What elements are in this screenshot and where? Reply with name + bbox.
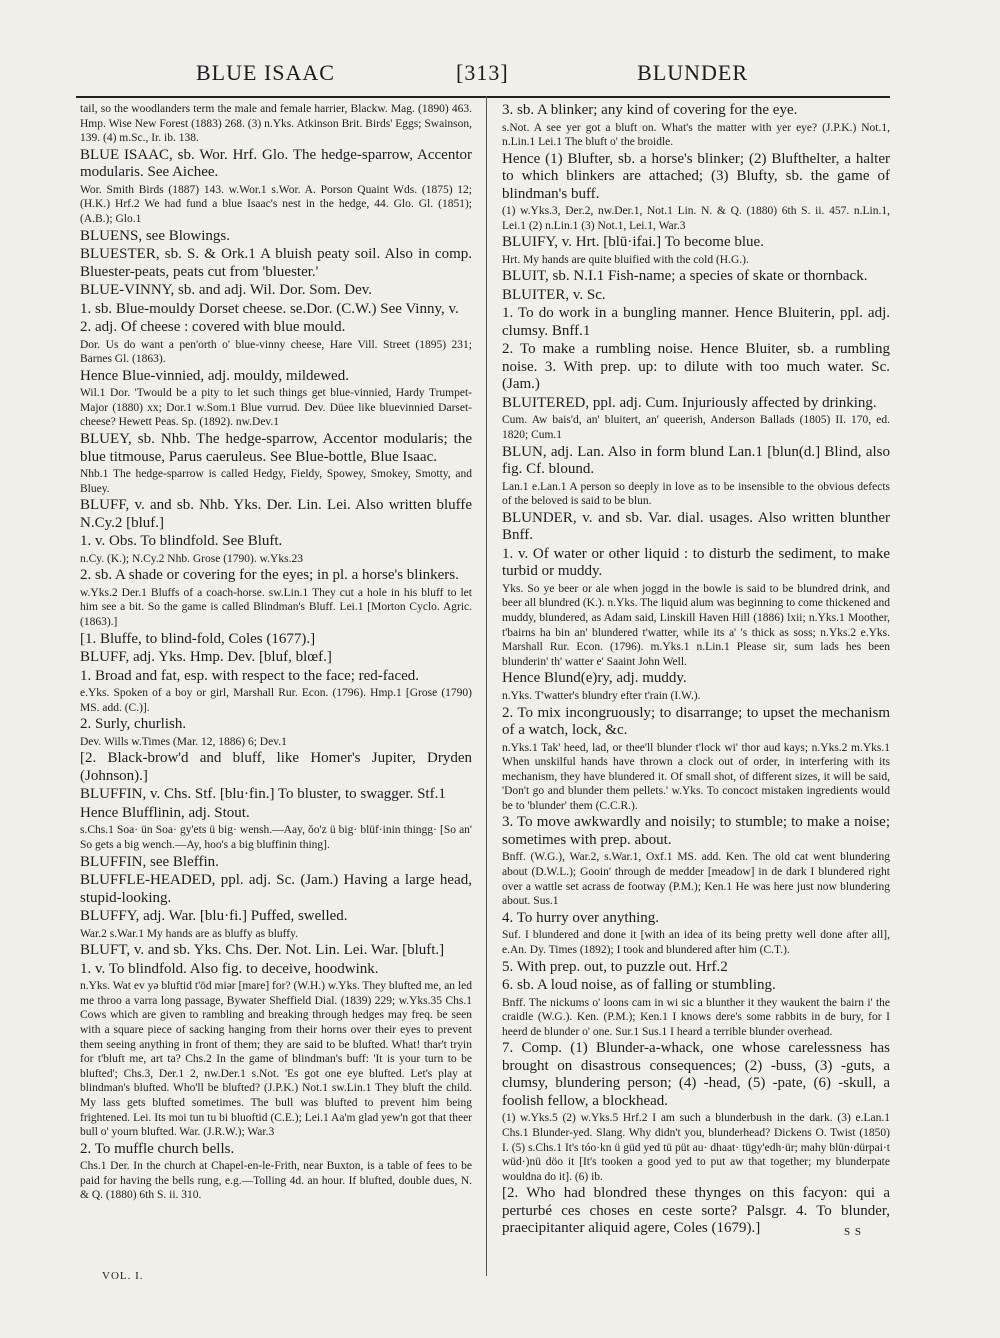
left-column-paragraph: 1. Broad and fat, esp. with respect to the face; red-faced. (80, 667, 420, 684)
right-column-paragraph: Cum. Aw bais'd, an' bluitert, an' queerish, Anderson Ballads (1805) II. 170, ed. 1820; Cum.1 (502, 414, 890, 442)
right-column-paragraph: n.Yks.1 Tak' heed, lad, or thee'll blunder t'lock wi' thor aud kays; n.Yks.2 m.Yks.1 When unskilful hands have thrown a clock out of order, in interfering with its mechanism, they have blundered it. Of small shot, of different sizes, it will be said, 'Don't go and blunder them pellets.' w.Yks. To concoct mistaken ingredients would be to 'blunder' them (C.C.R.). (502, 741, 890, 812)
left-column-paragraph: w.Yks.2 Der.1 Bluffs of a coach-horse. sw.Lin.1 They cut a hole in his bluff to let him see a bit. So the game is called Blindman's Bluff. Lei.1 [Morton Cyclo. Agric. (1863).] (80, 586, 472, 628)
right-column-paragraph: BLUITER, v. Sc. (502, 286, 606, 303)
left-column-paragraph: n.Cy. (K.); N.Cy.2 Nhb. Grose (1790). w.Yks.23 (80, 552, 303, 565)
right-column-paragraph: (1) w.Yks.3, Der.2, nw.Der.1, Not.1 Lin. N. & Q. (1880) 6th S. ii. 457. n.Lin.1, Lei.1 (2) n.Lin.1 (3) Not.1, Lei.1, War.3 (502, 205, 890, 232)
left-column-paragraph: BLUENS, see Blowings. (80, 227, 230, 244)
right-running-head: BLUNDER (637, 60, 748, 85)
left-column-paragraph: BLUFT, v. and sb. Yks. Chs. Der. Not. Lin. Lei. War. [bluft.] (80, 942, 445, 959)
left-column-paragraph: 1. v. To blindfold. Also fig. to deceive, hoodwink. (80, 960, 379, 977)
left-column-paragraph: e.Yks. Spoken of a boy or girl, Marshall Rur. Econ. (1796). Hmp.1 [Grose (1790) MS. add. (C.)]. (80, 687, 472, 714)
left-column-paragraph: War.2 s.War.1 My hands are as bluffy as bluffy. (80, 927, 298, 940)
left-column-paragraph: Wor. Smith Birds (1887) 143. w.Wor.1 s.Wor. A. Porson Quaint Wds. (1875) 12; (H.K.) Hrf.2 We had fund a blue Isaac's nest in the hedge, 44. Glo. Gl. (1851); (A.B.); Glo.1 (80, 183, 472, 225)
right-column-paragraph: Lan.1 e.Lan.1 A person so deeply in love as to be insensible to the obvious defects of the beloved is said to be blun. (502, 480, 890, 508)
right-column-paragraph: Hrt. My hands are quite bluified with the cold (H.G.). (502, 253, 749, 266)
right-column-paragraph: 1. To do work in a bungling manner. Hence Bluiterin, ppl. adj. clumsy. Bnff.1 (502, 305, 890, 339)
left-column-paragraph: Dor. Us do want a pen'orth o' blue-vinny cheese, Hare Vill. Street (1895) 231; Barnes Gl. (1863). (80, 338, 472, 366)
right-column-paragraph: 5. With prep. out, to puzzle out. Hrf.2 (502, 958, 728, 975)
right-column-paragraph: 2. To make a rumbling noise. Hence Bluiter, sb. a rumbling noise. 3. With prep. up: to dilute with too much water. Sc. (Jam.) (502, 341, 890, 393)
right-column-paragraph: BLUIT, sb. N.I.1 Fish-name; a species of skate or thornback. (502, 268, 868, 285)
right-column-paragraph: BLUITERED, ppl. adj. Cum. Injuriously affected by drinking. (502, 394, 877, 411)
right-column-paragraph: BLUNDER, v. and sb. Var. dial. usages. Also written blunther Bnff. (502, 509, 890, 544)
left-column-paragraph: 2. To muffle church bells. (80, 1140, 235, 1157)
right-column-paragraph: Hence (1) Blufter, sb. a horse's blinker; (2) Blufthelter, a halter to which blinkers are attached; (3) Blufty, sb. the game of blindman's buff. (502, 150, 890, 202)
left-column-paragraph: BLUESTER, sb. S. & Ork.1 A bluish peaty soil. Also in comp. Bluester-peats, peats cut from 'bluester.' (80, 246, 472, 280)
page-number: [313] (456, 60, 509, 85)
right-column-paragraph: 2. To mix incongruously; to disarrange; to upset the mechanism of a watch, lock, &c. (502, 704, 890, 738)
left-column-paragraph: [1. Bluffe, to blind-fold, Coles (1677).] (80, 630, 316, 647)
left-column-paragraph: Wil.1 Dor. 'Twould be a pity to let such things get blue-vinnied, Hardy Trumpet-Major (1880) xx; Dor.1 w.Som.1 Blue vurrud. Dev. Düee like bluevinnied Darset-cheese? Hewett Peas. Sp. (1892). nw.Dev.1 (80, 387, 472, 429)
left-column-paragraph: s.Chs.1 Soa· ün Soa· gy'ets ü big· wensh.—Aay, ŏo'z ü big· blüf·inin thingg· [So an' So gets a big wench.—Ay, hoo's a big bluffinin thing]. (80, 824, 472, 851)
left-column-paragraph: Hence Blufflinin, adj. Stout. (80, 804, 250, 821)
header-rule (76, 96, 890, 98)
left-column-paragraph: BLUFF, v. and sb. Nhb. Yks. Der. Lin. Lei. Also written bluffe N.Cy.2 [bluf.] (80, 497, 472, 531)
right-column-paragraph: Bnff. The nickums o' loons cam in wi sic a blunther it they waukent the bairn i' the craidle (W.G.). Ken. (P.M.); Ken.1 I knows dere's some rabbits in de bury, for I heerd de blunder o' one. Sur.1 Sus.1 I heard a terrible blunder overhead. (502, 996, 890, 1038)
right-column (502, 102, 890, 1239)
printer-signature: S S (844, 1226, 862, 1238)
left-column-paragraph: BLUFF, adj. Yks. Hmp. Dev. [bluf, blœf.] (80, 649, 332, 666)
right-column-paragraph: n.Yks. T'watter's blundry efter t'rain (I.W.). (502, 689, 701, 702)
right-column-paragraph: Hence Blund(e)ry, adj. muddy. (502, 670, 687, 687)
left-column-paragraph: 2. adj. Of cheese : covered with blue mould. (80, 319, 346, 336)
left-column-paragraph: BLUFFIN, v. Chs. Stf. [blu·fin.] To bluster, to swagger. Stf.1 (80, 786, 446, 803)
left-column-paragraph: 2. Surly, churlish. (80, 716, 187, 733)
left-column (80, 102, 472, 1204)
left-column-paragraph: 2. sb. A shade or covering for the eyes; in pl. a horse's blinkers. (80, 567, 459, 584)
right-column-paragraph: 1. v. Of water or other liquid : to disturb the sediment, to make turbid or muddy. (502, 545, 890, 580)
left-running-head: BLUE ISAAC (196, 60, 335, 85)
volume-signature: VOL. I. (102, 1270, 144, 1282)
left-column-paragraph: Chs.1 Der. In the church at Chapel-en-le-Frith, near Buxton, is a table of fees to be paid for having the bells rung, e.g.—Tolling 4d. an hour. If blufted, double dues, N. & Q. (1880) 6th S. ii. 310. (80, 1160, 472, 1202)
left-column-paragraph: tail, so the woodlanders term the male and female harrier, Blackw. Mag. (1890) 463. Hmp. Wise New Forest (1883) 268. (3) n.Yks. Atkinson Brit. Birds' Eggs; Swainson, 139. (4) m.Sc., Ir. ib. 138. (80, 103, 472, 145)
left-column-paragraph: Hence Blue-vinnied, adj. mouldy, mildewed. (80, 367, 349, 384)
left-column-paragraph: BLUFFIN, see Bleffin. (80, 853, 219, 870)
page-header (100, 58, 888, 94)
right-column-paragraph: (1) w.Yks.5 (2) w.Yks.5 Hrf.2 I am such a blunderbush in the dark. (3) e.Lan.1 Chs.1 Blunder-yed. Slang. Why didn't you, blunderhead? Dickens O. Twist (1850) I. (5) s.Chs.1 It's tóo·kn ü güd yed tü püt au· dhaat· tügy'edh·ür; mahy blün·dürpai·t wüd·)nü döo it [It's tooken a good yed to put aw that together; my blunderpate wouldna do it]. (6) ib. (502, 1112, 890, 1183)
left-column-paragraph: BLUEY, sb. Nhb. The hedge-sparrow, Accentor modularis; the blue titmouse, Parus caeruleus. See Blue-bottle, Blue Isaac. (80, 431, 472, 465)
right-column-paragraph: 6. sb. A loud noise, as of falling or stumbling. (502, 977, 776, 994)
left-column-paragraph: 1. sb. Blue-mouldy Dorset cheese. se.Dor. (C.W.) See Vinny, v. (80, 300, 459, 317)
right-column-paragraph: [2. Who had blondred these thynges on this facyon: qui a perturbé ces choses en ceste sorte? Palsgr. 4. To blunder, praecipitanter aliquid agere, Coles (1679).] (502, 1185, 890, 1237)
left-column-paragraph: [2. Black-brow'd and bluff, like Homer's Jupiter, Dryden (Johnson).] (80, 750, 472, 784)
right-column-paragraph: Suf. I blundered and done it [with an idea of its being pretty well done after all], e.An. Dy. Times (1892); I took and blundered after him (C.T.). (502, 929, 890, 956)
left-column-paragraph: BLUE ISAAC, sb. Wor. Hrf. Glo. The hedge-sparrow, Accentor modularis. See Aichee. (80, 146, 472, 181)
right-column-paragraph: 3. To move awkwardly and noisily; to stumble; to make a noise; sometimes with prep. about. (502, 814, 890, 848)
right-column-paragraph: Yks. So ye beer or ale when joggd in the bowle is said to be blundred drink, and beer all blundred (K.). n.Yks. The liquid alum was beginning to come thickened and muddy, blundered, as Adam said, Linskill Haven Hill (1886) lxii; n.Yks.1 Moother, t'bairns ha bin an' blundered t'watter, while its a' 's thick as soss; n.Yks.2 e.Yks. Marshall Rur. Econ. (1796). m.Yks.1 n.Lin.1 Please sir, sum lads hes been blunderin' th' watter e' Saaint John Well. (502, 582, 890, 668)
right-column-paragraph: 3. sb. A blinker; any kind of covering for the eye. (502, 102, 798, 118)
right-column-paragraph: 7. Comp. (1) Blunder-a-whack, one whose carelessness has brought on disastrous consequences; (2) -buss, (3) -guts, a clumsy, blundering person; (4) -head, (5) -pate, (6) -skull, a foolish fellow, a blockhead. (502, 1040, 890, 1109)
right-column-paragraph: BLUN, adj. Lan. Also in form blund Lan.1 [blun(d.] Blind, also fig. Cf. blound. (502, 443, 890, 478)
left-column-paragraph: Nhb.1 The hedge-sparrow is called Hedgy, Fieldy, Spowey, Smokey, Smotty, and Bluey. (80, 468, 472, 495)
right-column-paragraph: Bnff. (W.G.), War.2, s.War.1, Oxf.1 MS. add. Ken. The old cat went blundering about (D.W.L.); Gooin' through de medder [meadow] in de dark I blundered right over a wattle set acrass de footway (P.M.); Ken.1 He was here just now blundering about. Sus.1 (502, 851, 890, 908)
left-column-paragraph: n.Yks. Wat ev yə bluftid t'öd miər [mare] for? (W.H.) w.Yks. They blufted me, an led me throo a varra long passage, Bywater Sheffield Dial. (1839) 229; w.Yks.35 Chs.1 Cows which are given to rambling and breaking through hedges may freq. be seen with a square piece of sacking hanging from their horns over their eyes to prevent them seeing anything in front of them; they are said to be blufted. What! thar't tryin for t'bluft me, art ta? Chs.2 In the game of blindman's buff: 'It is your turn to be blufted'; Chs.3, Der.1 2, nw.Der.1 s.Not. 'Es got one eye blufted. Let's play at blindman's blufted. Who'll be blufted? (J.P.K.) Not.1 sw.Lin.1 They bluft the child. My lass gets blufted sometimes. The bull was blufted to prevent him being frightened. Lei. Its moi tun tu bi bluoftid (C.E.); Lei.1 Aa'm glad yew'n got that theer bull o' yourn blufted. War. (J.R.W.); War.3 (80, 980, 472, 1139)
right-column-paragraph: 4. To hurry over anything. (502, 909, 659, 926)
left-column-paragraph: BLUFFY, adj. War. [blu·fi.] Puffed, swelled. (80, 908, 348, 925)
column-divider (486, 96, 487, 1276)
left-column-paragraph: BLUE-VINNY, sb. and adj. Wil. Dor. Som. Dev. (80, 282, 373, 299)
right-column-paragraph: s.Not. A see yer got a bluft on. What's the matter with yer eye? (J.P.K.) Not.1, n.Lin.1 Lei.1 The bluft o' the broidle. (502, 121, 890, 149)
left-column-paragraph: BLUFFLE-HEADED, ppl. adj. Sc. (Jam.) Having a large head, stupid-looking. (80, 872, 472, 906)
right-column-paragraph: BLUIFY, v. Hrt. [blū·ifai.] To become blue. (502, 234, 764, 251)
left-column-paragraph: 1. v. Obs. To blindfold. See Bluft. (80, 533, 283, 550)
left-column-paragraph: Dev. Wills w.Times (Mar. 12, 1886) 6; Dev.1 (80, 735, 287, 748)
